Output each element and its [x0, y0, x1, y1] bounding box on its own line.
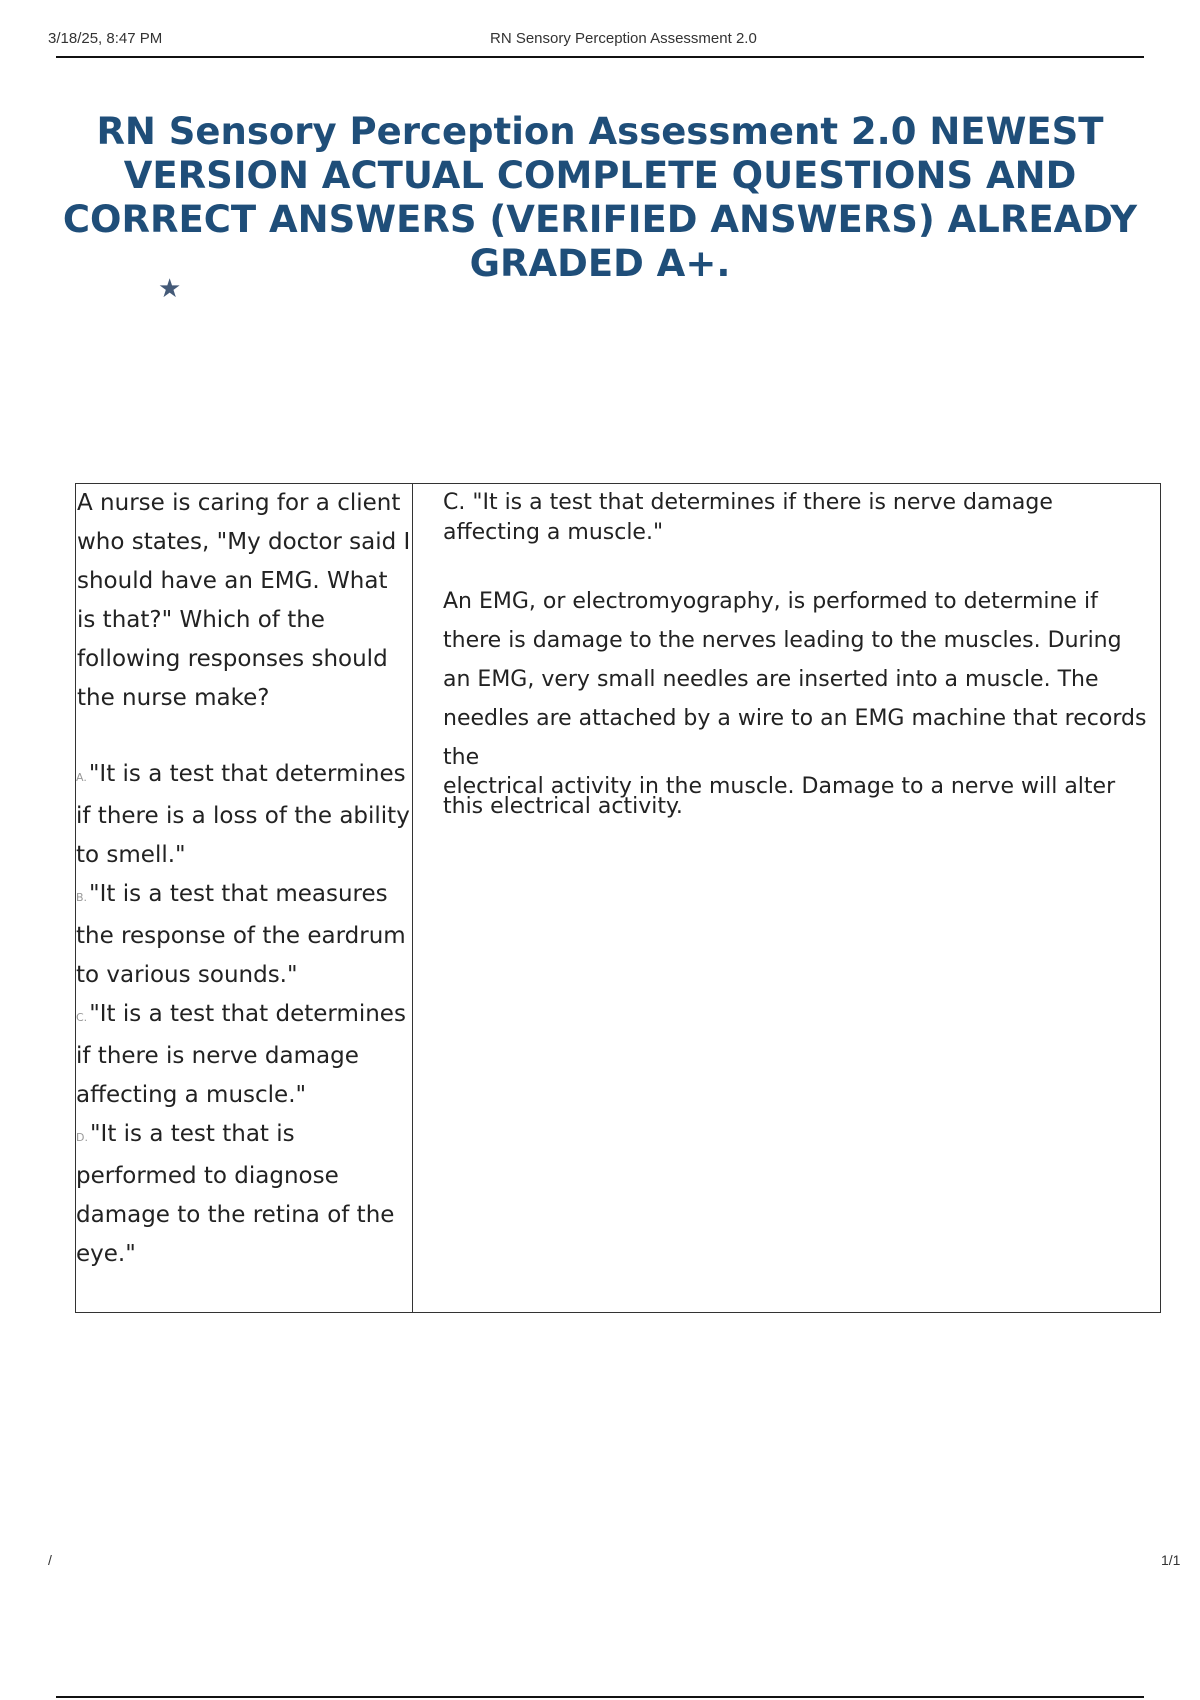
option-letter: B.	[76, 891, 88, 904]
table-row	[76, 484, 1161, 1313]
option-letter: D.	[76, 1131, 88, 1144]
footer-url: /	[48, 1552, 52, 1568]
option-a	[76, 755, 412, 875]
option-d	[76, 1115, 412, 1274]
page-number: 1/1	[1161, 1552, 1181, 1568]
option-text: "It is a test that measures the response of the eardrum to various sounds."	[76, 881, 406, 988]
option-letter: C.	[76, 1011, 88, 1024]
footer-rule	[56, 1696, 1144, 1698]
option-letter: A.	[76, 771, 87, 784]
star-icon: ★	[158, 274, 182, 304]
print-doc-title: RN Sensory Perception Assessment 2.0	[490, 30, 757, 47]
option-c	[76, 995, 412, 1115]
page-title: RN Sensory Perception Assessment 2.0 NEWEST VERSION ACTUAL COMPLETE QUESTIONS AND CORRECT ANSWERS (VERIFIED ANSWERS) ALREADY GRADED A+.	[62, 110, 1138, 285]
option-text: "It is a test that is performed to diagnose damage to the retina of the eye."	[76, 1121, 395, 1267]
print-date: 3/18/25, 8:47 PM	[48, 30, 163, 47]
answer-cell	[413, 484, 1161, 1313]
rationale-end: electrical activity in the muscle. Damage to a nerve will alter this electrical activity.	[443, 774, 1116, 819]
rationale-text: An EMG, or electromyography, is performed to determine if there is damage to the nerves leading to the muscles. During an EMG, very small needles are inserted into a muscle. The needles are attached by a wire to an EMG machine that records the	[443, 589, 1147, 770]
option-text: "It is a test that determines if there is a loss of the ability to smell."	[76, 761, 410, 868]
question-text: A nurse is caring for a client who states, "My doctor said I should have an EMG. What is that?" Which of the following responses should the nurse make?	[77, 490, 411, 711]
qa-table	[75, 483, 1161, 1313]
header-rule	[56, 56, 1144, 58]
option-text: "It is a test that determines if there is nerve damage affecting a muscle."	[76, 1001, 406, 1108]
option-b	[76, 875, 412, 995]
answer-options	[76, 755, 412, 1274]
question-cell	[76, 484, 413, 1313]
correct-answer: C. "It is a test that determines if there is nerve damage affecting a muscle."	[443, 490, 1053, 545]
